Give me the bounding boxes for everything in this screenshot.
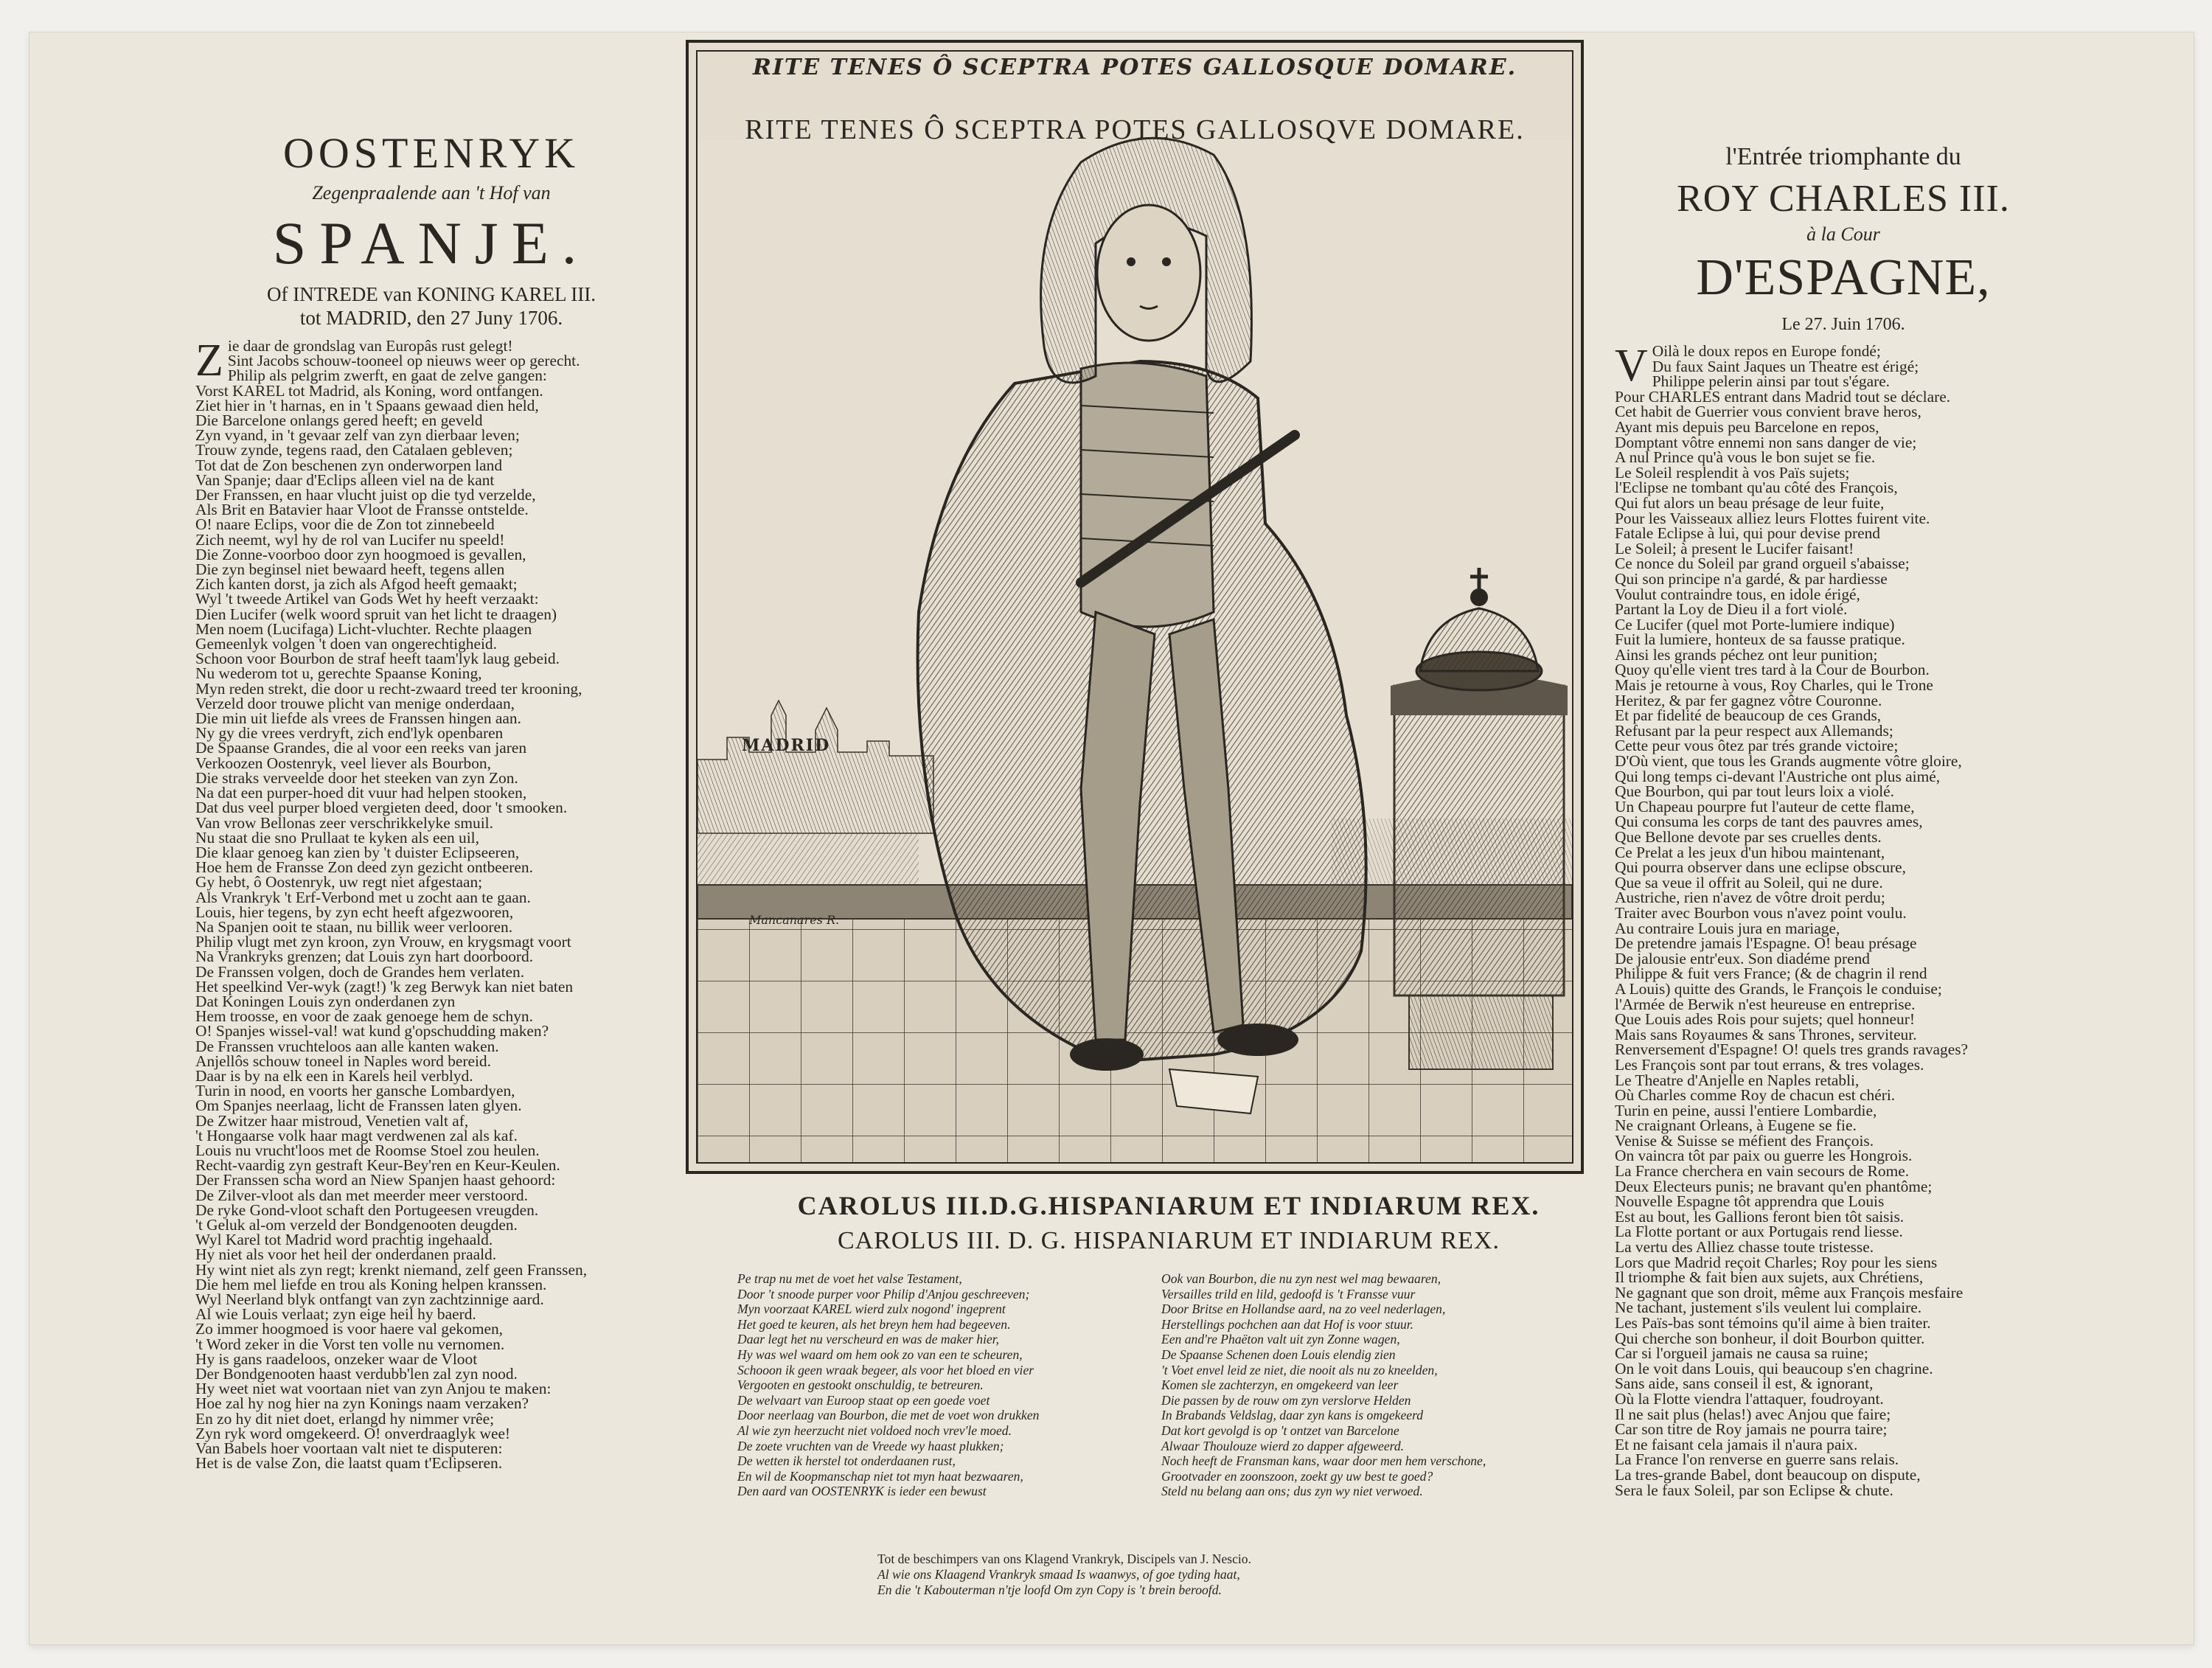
dutch-poem — [195, 336, 667, 1473]
dutch-poem-line: Der Bondgenooten haast verdubb'len zal zyn nood. — [195, 1365, 518, 1383]
dutch-poem-line: De Zilver-vloot als dan met meerder meer verstoord. — [195, 1186, 528, 1204]
center-verse-line: Het goed te keuren, als het breyn hem had begeeven. — [737, 1316, 1011, 1332]
dutch-title-date: tot MADRID, den 27 Juny 1706. — [299, 307, 563, 329]
dutch-poem-line: Hy niet als voor het heil der onderdanen praald. — [195, 1245, 497, 1264]
french-poem-line: Oilà le doux repos en Europe fondé; — [1652, 342, 1881, 360]
dutch-poem-line: Hy weet niet wat voortaan niet van zyn Anjou te maken: — [195, 1380, 552, 1398]
dutch-poem-line: Hy is gans raadeloos, onzeker waar de Vloot — [195, 1349, 478, 1368]
dutch-poem-line: De Zwitzer haar mistroud, Venetien valt af, — [195, 1111, 469, 1130]
center-verse-line: Pe trap nu met de voet het valse Testament, — [737, 1271, 962, 1286]
french-title-cour: à la Cour — [1806, 223, 1880, 245]
french-poem-line: Mais sans Royaumes & sans Thrones, serviteur. — [1615, 1025, 1917, 1043]
center-verse-line: 't Voet envel leid ze niet, die nooit als nu zo kneelden, — [1161, 1362, 1438, 1377]
dutch-poem-line: Turin in nood, en voorts her gansche Lombardyen, — [195, 1082, 515, 1100]
dutch-poem-line: Vorst KAREL tot Madrid, als Koning, word ontfangen. — [195, 381, 543, 400]
french-poem-line: Car son titre de Roy jamais ne pourra taire; — [1615, 1420, 1888, 1439]
french-poem-line: Le Soleil resplendit à vos Païs sujets; — [1615, 463, 1850, 482]
french-poem-line: Qui son principe n'a gardé, & par hardiesse — [1615, 569, 1888, 588]
french-poem-line: Sera le faux Soleil, par son Eclipse & chute. — [1615, 1481, 1893, 1499]
dutch-poem-line: Hem troosse, en voor de zaak genoege hem de schyn. — [195, 1007, 533, 1026]
dutch-poem-line: Dien Lucifer (welk woord spruit van het licht te draagen) — [195, 605, 557, 623]
french-poem-line: A Louis) quitte des Grands, le François le conduise; — [1615, 979, 1942, 998]
french-poem-line: Philippe & fuit vers France; (& de chagrin il rend — [1615, 965, 1927, 983]
french-poem-line: Lors que Madrid reçoit Charles; Roy pour les siens — [1615, 1253, 1938, 1271]
center-verse-line: Die passen by de rouw om zyn verslorve Helden — [1161, 1392, 1411, 1408]
french-poem-line: Renversement d'Espagne! O! quels tres grands ravages? — [1615, 1040, 1969, 1059]
dutch-poem-line: Na dat een purper-hoed dit vuur had helpen stooken, — [195, 784, 527, 802]
center-verse-line: Myn voorzaat KAREL wierd zulx nogond' ingeprent — [737, 1302, 1006, 1317]
dutch-poem-line: Recht-vaardig zyn gestraft Keur-Bey'ren en Keur-Keulen. — [195, 1156, 560, 1175]
dutch-poem-line: Zyn vyand, in 't gevaar zelf van zyn dierbaar leven; — [195, 426, 520, 445]
dutch-poem-line: Het is de valse Zon, die laatst quam t'Eclipseren. — [195, 1454, 503, 1473]
center-verse-line: Vergooten en gestookt onschuldig, te betreuren. — [737, 1377, 984, 1393]
french-poem-line: Qui fut alors un beau présage de leur fuite, — [1615, 493, 1885, 512]
french-poem-line: Le Soleil; à present le Lucifer faisant! — [1615, 539, 1854, 557]
french-poem-line: Qui consuma les corps de tant des pauvres ames, — [1615, 813, 1923, 831]
dutch-poem-line: Ny gy die vrees verdryft, zich end'lyk openbaren — [195, 724, 504, 743]
french-poem-line: l'Armée de Berwik n'est heureuse en entreprise. — [1615, 995, 1916, 1013]
center-verse-left — [737, 1271, 1139, 1499]
center-verse-line: Door Britse en Hollandse aard, na zo veel nederlagen, — [1161, 1302, 1446, 1317]
dutch-subtitle: Zegenpraalende aan 't Hof van — [312, 182, 551, 204]
center-verse-line: Noch heeft de Fransman kans, waar door men hem verschone, — [1161, 1453, 1486, 1469]
french-poem — [1615, 341, 2072, 1499]
caption-engraved: CAROLUS III.D.G.HISPANIARUM ET INDIARUM REX. — [797, 1191, 1540, 1220]
dutch-title-intrede: Of INTREDE van KONING KAREL III. — [267, 283, 596, 305]
dutch-poem-line: 't Hongaarse volk haar magt verdwenen zal als kaf. — [195, 1126, 518, 1144]
dutch-poem-line: En zo hy dit niet doet, erlangd hy nimmer vrêe; — [195, 1409, 495, 1428]
french-poem-line: Que sa veue il offrit au Soleil, qui ne dure. — [1615, 873, 1883, 892]
dutch-poem-line: Der Franssen, en haar vlucht juist op die tyd verzelde, — [195, 486, 536, 504]
center-verse-line: Een and're Phaëton valt uit zyn Zonne wagen, — [1161, 1332, 1400, 1347]
french-text-column — [1615, 143, 2072, 1498]
center-verse-right — [1161, 1271, 1563, 1499]
french-title-espagne: D'ESPAGNE, — [1696, 249, 1991, 306]
motto-top: RITE TENES Ô SCEPTRA POTES GALLOSQUE DOMARE. — [752, 55, 1517, 80]
french-drop-cap: V — [1615, 341, 1648, 391]
french-poem-line: Traiter avec Bourbon vous n'avez point voulu. — [1615, 903, 1907, 922]
dutch-poem-line: Van Spanje; daar d'Eclips alleen viel na de kant — [195, 470, 495, 489]
dutch-poem-line: Die min uit liefde als vrees de Franssen hingen aan. — [195, 709, 521, 728]
dutch-poem-line: Men noem (Lucifaga) Licht-vluchter. Rechte plaagen — [195, 619, 532, 638]
french-poem-line: Ne tachant, justement s'ils veulent lui complaire. — [1615, 1299, 1922, 1317]
dutch-poem-line: De ryke Gond-vloot schaft den Portugeesen vreugden. — [195, 1200, 539, 1219]
french-poem-line: De jalousie entr'eux. Son diadéme prend — [1615, 949, 1870, 967]
dutch-poem-line: De Franssen vruchteloos aan alle kanten waken. — [195, 1037, 499, 1055]
french-poem-line: Que Bourbon, qui par tout leurs loix a violé. — [1615, 782, 1895, 801]
dutch-poem-line: Nu wederom tot u, gerechte Spaanse Koning, — [195, 664, 482, 683]
closing-line-2: Al wie ons Klaagend Vrankryk smaad Is waanwys, of goe tyding haat, — [877, 1567, 1240, 1582]
french-poem-line: Où Charles comme Roy de chacun est chéri. — [1615, 1086, 1896, 1105]
french-poem-line: Ce nonce du Soleil par grand orgueil s'abaisse; — [1615, 555, 1910, 573]
french-poem-line: Sans aide, sans conseil il est, & ignorant, — [1615, 1375, 1874, 1393]
center-verse-line: En wil de Koopmanschap niet tot myn haat bezwaaren, — [737, 1468, 1023, 1484]
crown-table — [1391, 675, 1568, 1069]
dutch-poem-line: Nu staat die sno Prullaat te kyken als een uil, — [195, 828, 479, 847]
french-poem-line: Que Bellone devote par ses cruelles dents. — [1615, 828, 1882, 846]
french-poem-line: Qui pourra observer dans une eclipse obscure, — [1615, 858, 1906, 877]
dutch-poem-line: Zo immer hoogmoed is voor haere val gekomen, — [195, 1320, 504, 1338]
french-poem-line: Deux Electeurs punis; ne bravant qu'en phantôme; — [1615, 1177, 1933, 1195]
print-sheet — [29, 32, 2194, 1644]
motto-engraved: RITE TENES Ô SCEPTRA POTES GALLOSQVE DOMARE. — [745, 114, 1525, 145]
dutch-poem-line: Om Spanjes neerlaag, licht de Franssen laten glyen. — [195, 1097, 522, 1115]
dutch-poem-line: Ziet hier in 't harnas, en in 't Spaans gewaad dien held, — [195, 396, 539, 414]
french-poem-line: Et par fidelité de beaucoup de ces Grands, — [1615, 706, 1882, 725]
center-verse-line: Schooon ik geen wraak begeer, als voor het bloed en vier — [737, 1362, 1034, 1377]
dutch-poem-line: Al wie Louis verlaat; zyn eige heil hy baerd. — [195, 1305, 476, 1324]
center-verse-line: De welvaart van Euroop staat op een goede voet — [737, 1392, 990, 1408]
french-poem-line: Le Theatre d'Anjelle en Naples retabli, — [1615, 1071, 1860, 1089]
french-poem-line: Domptant vôtre ennemi non sans danger de vie; — [1615, 433, 1917, 451]
dutch-poem-line: Trouw zynde, tegens raad, den Catalaen gebleven; — [195, 441, 513, 459]
french-poem-line: La Flotte portant or aux Portugais rend liesse. — [1615, 1223, 1903, 1241]
dutch-poem-line: Die zyn beginsel niet bewaard heeft, tegens allen — [195, 560, 505, 579]
closing-line-3: En die 't Kabouterman n'tje loofd Om zyn Copy is 't brein beroofd. — [877, 1582, 1222, 1597]
dutch-poem-line: Gemeenlyk volgen 't doen van ongerechtigheid. — [195, 635, 497, 653]
river-label: Mancanares R. — [749, 913, 840, 927]
dutch-poem-line: Die Zonne-voorboo door zyn hoogmoed is gevallen, — [195, 545, 526, 563]
french-poem-line: La tres-grande Babel, dont beaucoup on dispute, — [1615, 1465, 1921, 1484]
dutch-poem-line: Gy hebt, ô Oostenryk, uw regt niet afgestaan; — [195, 873, 483, 892]
dutch-poem-line: Hoe hem de Fransse Zon deed zyn gezicht ontbeeren. — [195, 858, 533, 877]
dutch-poem-line: Na Spanjen ooit te staan, nu billik weer verlooren. — [195, 917, 513, 936]
center-verse-line: De Spaanse Schenen doen Louis elendig zien — [1161, 1346, 1396, 1362]
dutch-poem-line: Hoe zal hy nog hier na zyn Konings naam verzaken? — [195, 1394, 529, 1413]
french-poem-line: On le voit dans Louis, qui beaucoup s'en chagrine. — [1615, 1359, 1933, 1377]
french-poem-line: Partant la Loy de Dieu il a fort violé. — [1615, 600, 1848, 619]
closing-epigram — [877, 1551, 1541, 1598]
french-poem-line: Les François sont par tout errans, & tres volages. — [1615, 1055, 1924, 1074]
dutch-poem-line: Sint Jacobs schouw-tooneel op nieuws weer op gerecht. — [227, 352, 580, 370]
dutch-poem-line: ie daar de grondslag van Europâs rust gelegt! — [227, 337, 513, 355]
dutch-poem-line: O! naare Eclips, voor die de Zon tot zinnebeeld — [195, 515, 495, 534]
center-verse-line: Versailles trild en lild, gedoofd is 't Fransse vuur — [1161, 1286, 1416, 1302]
french-poem-line: Venise & Suisse se méfient des François. — [1615, 1131, 1874, 1150]
french-poem-line: Est au bout, les Gallions feront bien tôt saisis. — [1615, 1207, 1905, 1226]
french-poem-line: Que Louis ades Rois pour sujets; quel honneur! — [1615, 1010, 1915, 1029]
dutch-poem-line: Myn reden strekt, die door u recht-zwaard treed ter krooning, — [195, 679, 582, 698]
dutch-poem-line: Die hem mel liefde en trou als Koning helpen kranssen. — [195, 1275, 547, 1293]
dutch-poem-line: Wyl Karel tot Madrid word prachtig ingehaald. — [195, 1231, 493, 1249]
dutch-poem-line: Louis, hier tegens, by zyn echt heeft afgezwooren, — [195, 903, 514, 921]
dutch-text-column — [195, 128, 667, 1473]
dutch-poem-line: Als Vrankryk 't Erf-Verbond met u zocht aan te gaan. — [195, 888, 531, 906]
dutch-poem-line: Philip vlugt met zyn kroon, zyn Vrouw, en krygsmagt voort — [195, 933, 571, 951]
dutch-poem-line: Zich neemt, wyl hy de rol van Lucifer nu speeld! — [195, 530, 505, 549]
dutch-poem-line: Dat Koningen Louis zyn onderdanen zyn — [195, 992, 456, 1010]
french-poem-line: Cette peur vous ôtez par trés grande victoire; — [1615, 737, 1899, 755]
dutch-poem-line: Van vrow Bellonas zeer verschrikkelyke smuil. — [195, 813, 493, 832]
dutch-poem-line: Daar is by na elk een in Karels heil verblyd. — [195, 1066, 473, 1085]
center-verse-line: Hy was wel waard om hem ook zo van een te scheuren, — [737, 1346, 1023, 1362]
portrait-plate — [686, 40, 1584, 1174]
portrait-plate-inner — [696, 50, 1573, 1164]
french-poem-line: D'Où vient, que tous les Grands augmente vôtre gloire, — [1615, 752, 1962, 771]
french-poem-line: Ce Prelat a les jeux d'un hibou maintenant, — [1615, 843, 1885, 861]
dutch-poem-line: Schoon voor Bourbon de straf heeft taam'lyk laug gebeid. — [195, 650, 560, 668]
dutch-poem-line: Verzeld door trouwe plicht van menige onderdaan, — [195, 694, 515, 712]
center-verse-line: Door 't snoode purper voor Philip d'Anjou geschreeven; — [737, 1286, 1030, 1302]
center-verse-line: Dat kort gevolgd is op 't ontzet van Barcelone — [1161, 1422, 1399, 1438]
french-poem-line: Et ne faisant cela jamais il n'aura paix. — [1615, 1435, 1858, 1453]
french-poem-line: Voulut contraindre tous, en idole érigé, — [1615, 585, 1860, 603]
dutch-poem-line: Der Franssen scha word an Niew Spanjen haast gehoord: — [195, 1171, 556, 1189]
madrid-label: MADRID — [742, 736, 831, 755]
dutch-poem-line: De Franssen volgen, doch de Grandes hem verlaten. — [195, 962, 525, 981]
french-poem-line: Il triomphe & fait bien aux sujets, aux Chrétiens, — [1615, 1268, 1924, 1287]
caption-letterpress: CAROLUS III. D. G. HISPANIARUM ET INDIARUM REX. — [838, 1227, 1500, 1254]
dutch-title-spanje: SPANJE. — [272, 209, 591, 277]
dutch-poem-line: O! Spanjes wissel-val! wat kund g'opschudding maken? — [195, 1022, 549, 1040]
french-poem-line: De pretendre jamais l'Espagne. O! beau présage — [1615, 934, 1917, 953]
french-title-date: Le 27. Juin 1706. — [1781, 315, 1905, 334]
french-poem-line: Heritez, & par fer gagnez vôtre Couronne. — [1615, 691, 1882, 709]
center-verse-line: Grootvader en zoonszoon, zoekt gy uw best te goed? — [1161, 1468, 1433, 1484]
dutch-drop-cap: Z — [195, 336, 223, 386]
dutch-poem-line: Het speelkind Ver-wyk (zagt!) 'k zeg Berwyk kan niet baten — [195, 977, 574, 995]
french-poem-line: Ainsi les grands péchez ont leur punition; — [1615, 645, 1878, 664]
french-poem-line: La France cherchera en vain secours de Rome. — [1615, 1162, 1910, 1181]
french-poem-line: l'Eclipse ne tombant qu'au côté des François, — [1615, 479, 1898, 497]
french-poem-line: Où la Flotte viendra l'attaquer, foudroyant. — [1615, 1389, 1884, 1408]
french-title-roy: ROY CHARLES III. — [1677, 178, 2010, 220]
center-verse-line: Herstellings pochchen aan dat Hof is voor stuur. — [1161, 1316, 1414, 1332]
french-poem-line: Mais je retourne à vous, Roy Charles, qui le Trone — [1615, 676, 1933, 695]
dutch-poem-line: Wyl Neerland blyk ontfangt van zyn zachtzinnige aard. — [195, 1290, 544, 1308]
dutch-poem-line: Die straks verveelde door het steeken van zyn Zon. — [195, 768, 518, 787]
french-poem-line: Turin en peine, aussi l'entiere Lombardie, — [1615, 1101, 1877, 1119]
french-poem-line: Il ne sait plus (helas!) avec Anjou que faire; — [1615, 1405, 1891, 1423]
french-poem-line: Nouvelle Espagne tôt apprendra que Louis — [1615, 1192, 1885, 1211]
french-poem-line: Quoy qu'elle vient tres tard à la Cour de Bourbon. — [1615, 661, 1930, 679]
dutch-poem-line: Als Brit en Batavier haar Vloot de Fransse ontstelde. — [195, 501, 529, 519]
french-poem-line: Pour CHARLES entrant dans Madrid tout se déclare. — [1615, 387, 1951, 406]
french-poem-line: La France l'on renverse en guerre sans relais. — [1615, 1450, 1899, 1469]
dutch-poem-line: 't Word zeker in die Vorst ten volle nu vernomen. — [195, 1335, 505, 1353]
dutch-poem-line: Die Barcelone onlangs gered heeft; en geveld — [195, 411, 483, 430]
dutch-poem-line: Wyl 't tweede Artikel van Gods Wet hy heeft verzaakt: — [195, 590, 539, 608]
dutch-poem-line: Zich kanten dorst, ja zich als Afgod heeft gemaakt; — [195, 575, 518, 594]
dutch-poem-line: Zyn ryk word omgekeerd. O! onverdraaglyk wee! — [195, 1424, 511, 1442]
french-poem-line: Fatale Eclipse à lui, qui pour devise prend — [1615, 524, 1880, 543]
dutch-poem-line: Hy wint niet als zyn regt; krenkt niemand, zelf geen Franssen, — [195, 1260, 588, 1279]
french-poem-line: Refusant par la peur respect aux Allemands; — [1615, 721, 1893, 740]
french-poem-line: Fuit la lumiere, honteux de sa fausse pratique. — [1615, 630, 1905, 649]
dutch-poem-line: Verkoozen Oostenryk, veel liever als Bourbon, — [195, 754, 491, 772]
closing-line-1: Tot de beschimpers van ons Klagend Vrankryk, Discipels van J. Nescio. — [877, 1551, 1252, 1566]
french-poem-line: Un Chapeau pourpre fut l'auteur de cette flame, — [1615, 797, 1915, 816]
center-verses — [737, 1271, 1563, 1499]
dutch-poem-line: Na Vrankryks grenzen; dat Louis zyn hart doorboord. — [195, 948, 534, 966]
center-verse-line: Komen sle zachterzyn, en omgekeerd van leer — [1161, 1377, 1399, 1393]
dutch-title-oostenryk: OOSTENRYK — [282, 129, 580, 177]
french-poem-line: Ce Lucifer (quel mot Porte-lumiere indique) — [1615, 615, 1895, 633]
dutch-poem-line: Anjellôs schouw toneel in Naples word bereid. — [195, 1052, 491, 1070]
dutch-poem-line: De Spaanse Grandes, die al voor een reeks van jaren — [195, 739, 527, 757]
dutch-poem-line: 't Geluk al-om verzeld der Bondgenooten deugden. — [195, 1215, 518, 1234]
center-verse-line: De zoete vruchten van de Vreede wy haast plukken; — [737, 1438, 1004, 1453]
center-verse-line: Den aard van OOSTENRYK is ieder een bewust — [737, 1484, 987, 1499]
french-poem-line: Car si l'orgueil jamais ne causa sa ruine; — [1615, 1344, 1868, 1363]
french-title-entree: l'Entrée triomphante du — [1725, 143, 1961, 170]
center-verse-line: In Brabands Veldslag, daar zyn kans is omgekeerd — [1161, 1408, 1424, 1423]
center-verse-line: Ook van Bourbon, die nu zyn nest wel mag bewaaren, — [1161, 1271, 1441, 1286]
french-poem-line: Au contraire Louis jura en mariage, — [1615, 919, 1840, 937]
french-poem-line: Du faux Saint Jaques un Theatre est érigé; — [1652, 357, 1919, 375]
dutch-poem-line: Van Babels hoer voortaan valt niet te disputeren: — [195, 1439, 503, 1458]
portrait-engraving — [698, 52, 1572, 1162]
dutch-poem-line: Philip als pelgrim zwerft, en gaat de zelve gangen: — [227, 366, 547, 385]
french-poem-line: Qui long temps ci-devant l'Austriche ont plus aimé, — [1615, 767, 1941, 785]
center-verse-line: Daar legt het nu verscheurd en was de maker hier, — [737, 1332, 1000, 1347]
center-verse-line: De wetten ik herstel tot onderdaanen rust, — [737, 1453, 956, 1469]
french-poem-line: A nul Prince qu'à vous le bon sujet se fie. — [1615, 448, 1876, 467]
center-verse-line: Al wie zyn heerzucht niet voldoed noch vrev'le moed. — [737, 1422, 1012, 1438]
center-verse-line: Door neerlaag van Bourbon, die met de voet won drukken — [737, 1408, 1040, 1423]
french-poem-line: La vertu des Alliez chasse toute tristesse. — [1615, 1238, 1874, 1257]
dutch-poem-line: Tot dat de Zon beschenen zyn onderworpen land — [195, 456, 503, 474]
french-poem-line: On vaincra tôt par paix ou guerre les Hongrois. — [1615, 1147, 1913, 1165]
french-poem-line: Philippe pelerin ainsi par tout s'égare. — [1652, 372, 1891, 391]
center-verse-line: Alwaar Thoulouze wierd zo dapper afgeweerd. — [1161, 1438, 1405, 1453]
center-verse-line: Steld nu belang aan ons; dus zyn wy niet verwoed. — [1161, 1484, 1423, 1499]
french-poem-line: Qui cherche son bonheur, il doit Bourbon quitter. — [1615, 1329, 1925, 1347]
torn-testament — [1169, 1069, 1258, 1113]
french-poem-line: Austriche, rien n'avez de vôtre droit perdu; — [1615, 889, 1885, 907]
dutch-poem-line: Dat dus veel purper bloed vergieten deed, door 't smooken. — [195, 799, 568, 817]
french-poem-line: Pour les Vaisseaux alliez leurs Flottes fuirent vite. — [1615, 509, 1930, 527]
dutch-poem-line: Louis nu vrucht'loos met de Roomse Stoel zou heulen. — [195, 1141, 540, 1159]
dutch-poem-line: Die klaar genoeg kan zien by 't duister Eclipseeren, — [195, 843, 520, 861]
french-poem-line: Ayant mis depuis peu Barcelone en repos, — [1615, 417, 1879, 436]
french-poem-line: Ne gagnant que son droit, même aux François mesfaire — [1615, 1283, 1964, 1302]
french-poem-line: Cet habit de Guerrier vous convient brave heros, — [1615, 403, 1921, 421]
french-poem-line: Les Païs-bas sont témoins qu'il aime à bien traiter. — [1615, 1314, 1931, 1332]
french-poem-line: Ne craignant Orleans, à Eugene se fie. — [1615, 1116, 1857, 1135]
